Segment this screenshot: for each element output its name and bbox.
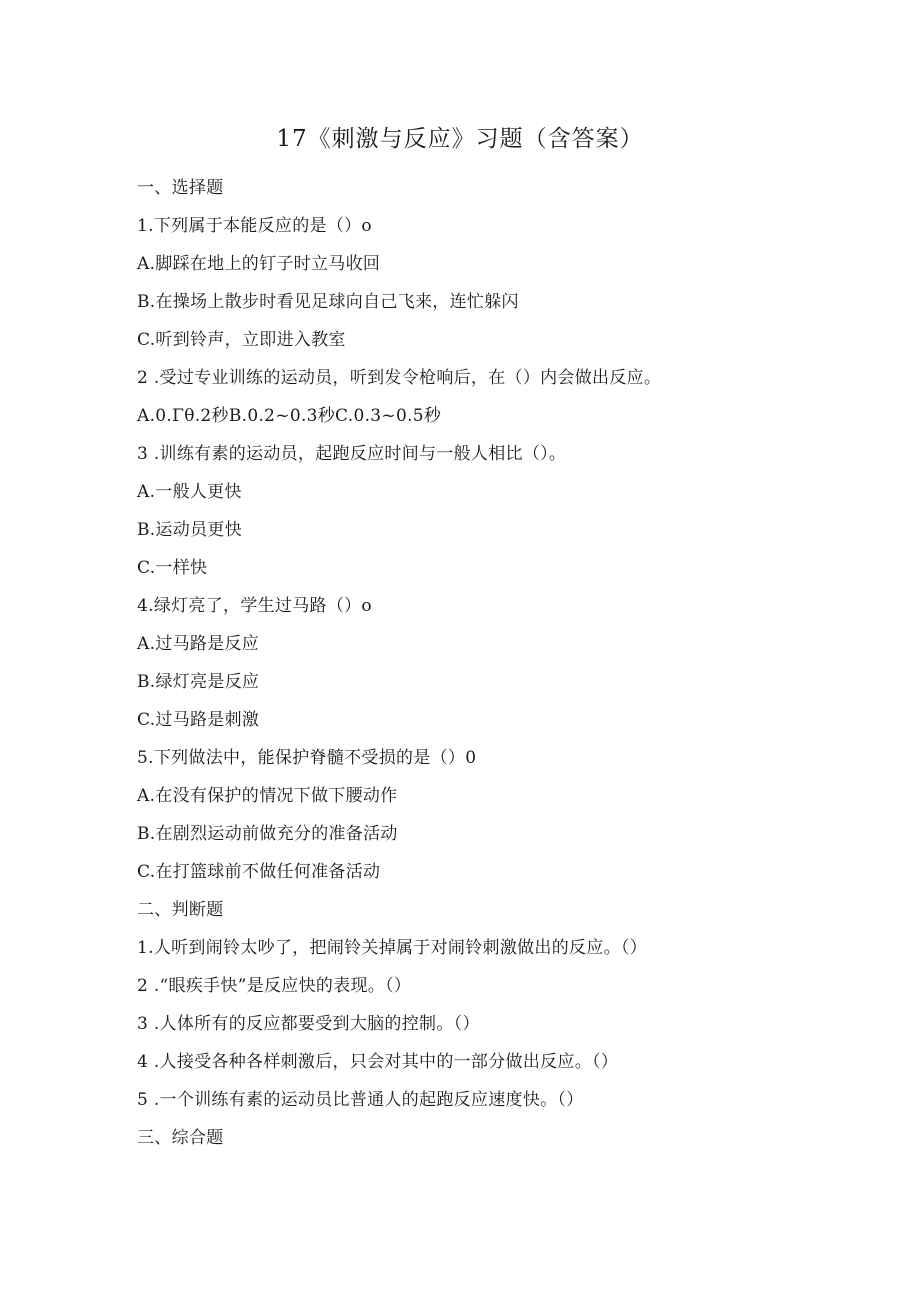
question-5-option-c: C.在打篮球前不做任何准备活动: [137, 862, 381, 882]
judgment-2: 2 .“眼疾手快”是反应快的表现。（）: [137, 976, 412, 996]
question-1-option-a: A.脚踩在地上的钉子时立马收回: [137, 254, 381, 274]
section-heading-choice: 一、选择题: [137, 178, 224, 198]
judgment-5: 5 .一个训练有素的运动员比普通人的起跑反应速度快。（）: [137, 1090, 584, 1110]
question-3-option-c: C.一样快: [137, 558, 208, 578]
question-4-option-b: B.绿灯亮是反应: [137, 672, 260, 692]
document-body: [137, 174, 877, 1162]
question-5-option-b: B.在剧烈运动前做充分的准备活动: [137, 824, 398, 844]
question-3-option-b: B.运动员更快: [137, 520, 242, 540]
question-1-option-c: C.听到铃声，立即进入教室: [137, 330, 346, 350]
judgment-3: 3 .人体所有的反应都要受到大脑的控制。（）: [137, 1014, 480, 1034]
question-3: 3 .训练有素的运动员，起跑反应时间与一般人相比（）。: [137, 444, 567, 464]
question-4-option-a: A.过马路是反应: [137, 634, 260, 654]
section-heading-comprehensive: 三、综合题: [137, 1128, 224, 1148]
question-4-option-c: C.过马路是刺激: [137, 710, 260, 730]
section-heading-judgment: 二、判断题: [137, 900, 224, 920]
question-2: 2 .受过专业训练的运动员，听到发令枪响后，在（）内会做出反应。: [137, 368, 662, 388]
judgment-4: 4 .人接受各种各样刺激后，只会对其中的一部分做出反应。（）: [137, 1052, 619, 1072]
question-4: 4.绿灯亮了，学生过马路（）o: [137, 596, 372, 616]
judgment-1: 1.人听到闹铃太吵了，把闹铃关掉属于对闹铃刺激做出的反应。（）: [137, 938, 648, 958]
question-5-option-a: A.在没有保护的情况下做下腰动作: [137, 786, 398, 806]
question-1: 1.下列属于本能反应的是（）o: [137, 216, 372, 236]
question-5: 5.下列做法中，能保护脊髓不受损的是（）0: [137, 748, 477, 768]
question-3-option-a: A.一般人更快: [137, 482, 242, 502]
question-1-option-b: B.在操场上散步时看见足球向自己飞来，连忙躲闪: [137, 292, 519, 312]
document-title: 17《刺激与反应》习题（含答案）: [276, 126, 644, 152]
question-2-options: A.0.Γθ.2秒B.0.2~0.3秒C.0.3~0.5秒: [137, 406, 442, 426]
